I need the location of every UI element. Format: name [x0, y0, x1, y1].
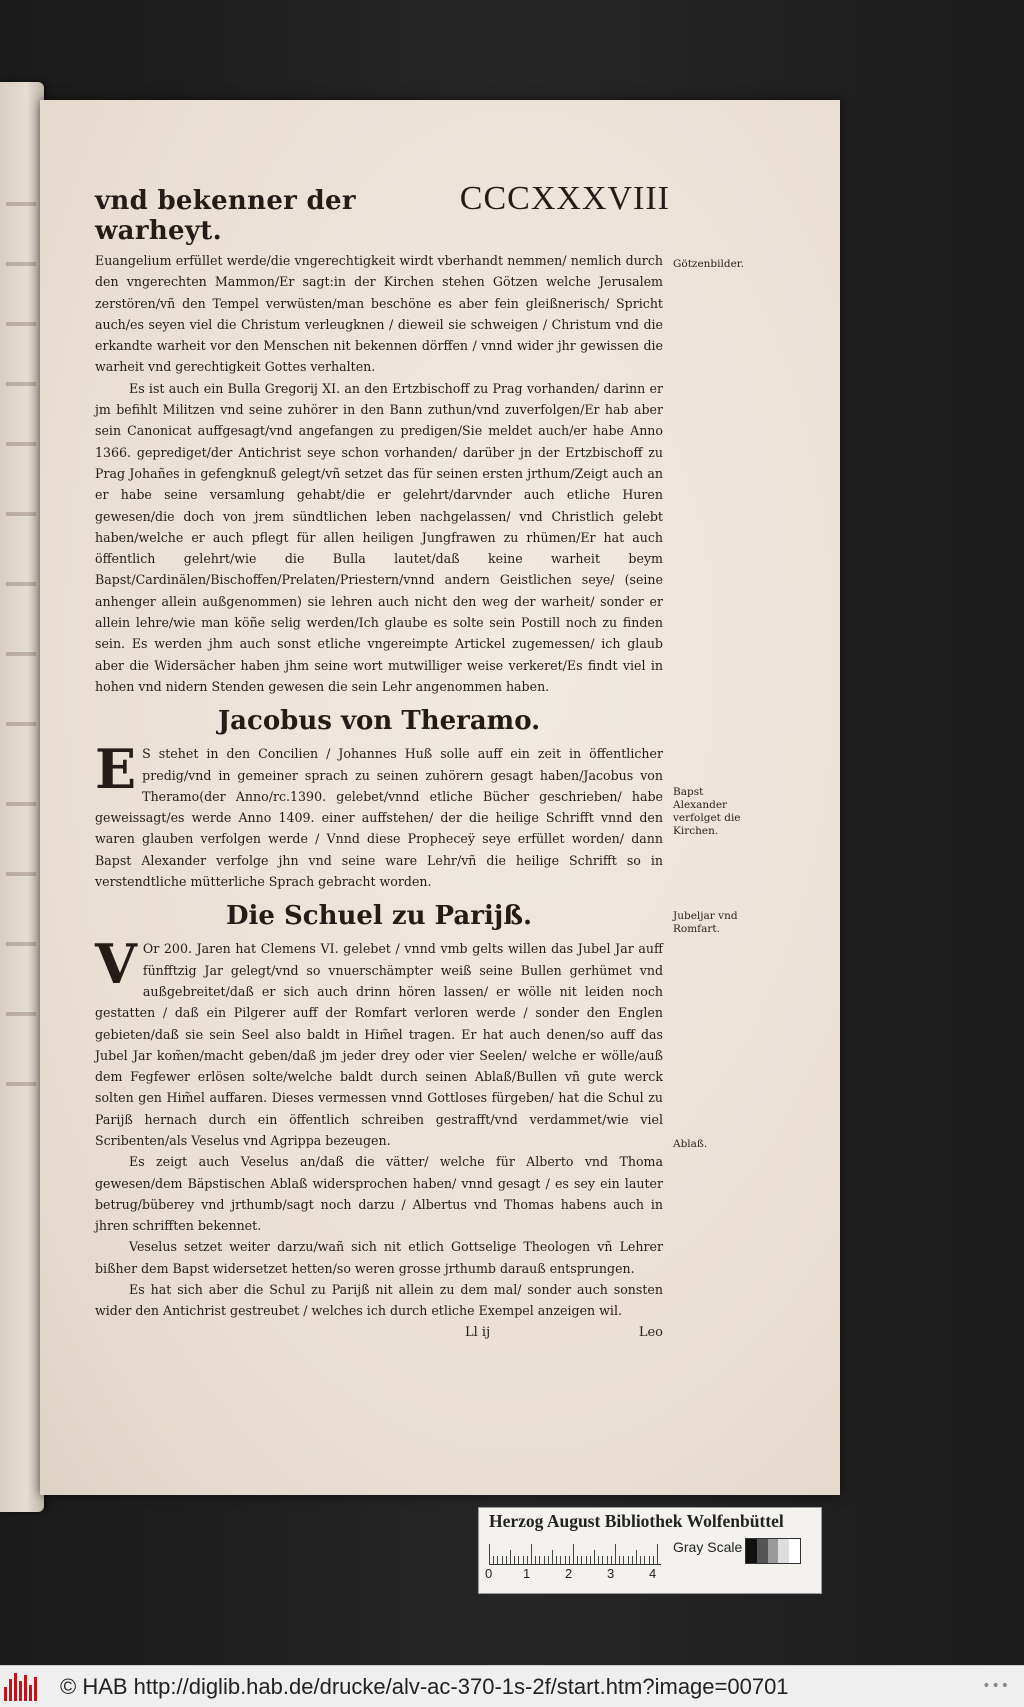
- scale-ruler: [489, 1542, 661, 1565]
- ruler-tick: [518, 1556, 519, 1564]
- margin-note-bapst-alexander: Bapst Alexander verfolget die Kirchen.: [673, 786, 741, 837]
- ruler-tick: [552, 1550, 553, 1564]
- library-color-target: [478, 1507, 822, 1594]
- ruler-tick: [506, 1556, 507, 1564]
- main-text-column: [95, 250, 663, 1344]
- ruler-tick: [556, 1556, 557, 1564]
- hab-logo-icon: [4, 1673, 46, 1701]
- ruler-tick: [607, 1556, 608, 1564]
- ruler-tick: [644, 1556, 645, 1564]
- copyright-link[interactable]: © HAB http://diglib.hab.de/drucke/alv-ac-370-1s-2f/start.htm?image=00701: [60, 1674, 789, 1699]
- paragraph-schuel: [95, 932, 663, 1151]
- page-content: [95, 180, 815, 1344]
- ruler-tick: [594, 1550, 595, 1564]
- section-heading-jacobus: Jacobus von Theramo.: [217, 706, 541, 737]
- margin-note-goetzenbilder: Götzenbilder.: [673, 258, 745, 270]
- ruler-tick: [573, 1544, 574, 1564]
- ruler-tick: [653, 1556, 654, 1564]
- status-bar: [0, 1665, 1024, 1707]
- section-heading-schuel: Die Schuel zu Parijß.: [225, 901, 533, 932]
- ruler-tick: [590, 1556, 591, 1564]
- ruler-tick: [598, 1556, 599, 1564]
- drop-cap: V: [95, 932, 137, 997]
- ruler-tick: [632, 1556, 633, 1564]
- library-name: Herzog August Bibliothek Wolfenbüttel: [489, 1511, 784, 1531]
- ruler-tick: [560, 1556, 561, 1564]
- catchword: Leo: [638, 1324, 663, 1340]
- ruler-tick: [611, 1556, 612, 1564]
- paragraph: Es zeigt auch Veselus an/daß die vätter/ welche für Alberto vnd Thoma gewesen/dem Bäpstischen Ablaß widersprochen haben/ vnnd gesagt / es sey ein lauter betrug/büberey vnd jrthumb/sagt noch darzu / Albertus vnd Thomas habens auch in jhren schrifften bekennet.: [95, 1154, 663, 1234]
- ruler-tick: [523, 1556, 524, 1564]
- paragraph: Veselus setzet weiter darzu/wañ sich nit etlich Gottselige Theologen vñ Lehrer bißher dem Bapst widersetzet hetten/so weren grosse jrthumb darauß entsprungen.: [95, 1239, 663, 1276]
- ruler-tick: [531, 1544, 532, 1564]
- ruler-tick: [493, 1556, 494, 1564]
- ruler-tick: [623, 1556, 624, 1564]
- ruler-tick: [527, 1556, 528, 1564]
- ruler-tick: [497, 1556, 498, 1564]
- scanned-page: [40, 100, 840, 1495]
- folio-number: CCCXXXVIII: [459, 180, 670, 217]
- ruler-number: 0: [485, 1566, 493, 1581]
- ruler-number: 3: [607, 1566, 615, 1581]
- previous-page-edge: [0, 82, 44, 1512]
- ruler-tick: [615, 1544, 616, 1564]
- paragraph: Euangelium erfüllet werde/die vngerechtigkeit wirdt vberhandt nemmen/ nemlich durch den vngerechten Mammon/Er sagt:in der Kirchen stehen Götzen welche Jerusalem zerstören/vñ den Tempel verwüsten/man beschöne es aber fein gleißnerisch/ Spricht auch/es seyen viel die Christum verleugknen / dieweil sie schweigen / Christum vnd die erkandte warheit vor den Menschen nit bekennen dörffen / vnnd wider jhr gewissen die warheit vnd gerechtigkeit Gottes verhalten.: [95, 253, 663, 375]
- ruler-tick: [539, 1556, 540, 1564]
- ruler-tick: [581, 1556, 582, 1564]
- ruler-tick: [544, 1556, 545, 1564]
- page-footer: [95, 1322, 663, 1344]
- ruler-tick: [586, 1556, 587, 1564]
- ruler-tick: [535, 1556, 536, 1564]
- ruler-number: 4: [649, 1566, 657, 1581]
- margin-note-ablass: Ablaß.: [673, 1138, 708, 1150]
- body-block: [95, 250, 815, 1344]
- paragraph-schuel-text: Or 200. Jaren hat Clemens VI. gelebet / vnnd vmb gelts willen das Jubel Jar auff fünfftzig Jar gelegt/vnd so vnuerschämpter weiß seine Bullen gerhümet vnd außgebreitet/daß er sich auch drinn hören lassen/ er wölle nit leiden noch gestatten / daß ein Pilgerer auff der Romfart verloren werde / sonder den Englen gebieten/daß sie sein Seel also baldt in Him̃el tragen. Er hat auch denen/so auff das Jubel Jar kom̃en/macht geben/daß jm jeder drey oder vier Seelen/ welche er wölle/auß dem Fegfewer erlösen solte/welche baldt durch seinen Ablaß/Bullen vñ gute werck solten gen Him̃el auffaren. Dieses vermessen vnnd Gottloses fürgeben/ hat die Schul zu Parijß hernach durch ein öffentlich schreiben gestrafft/vnd verdammet/wie viel Scribenten/als Veselus vnd Agrippa bezeugen.: [95, 941, 663, 1148]
- ruler-number: 1: [523, 1566, 531, 1581]
- more-icon[interactable]: •••: [982, 1678, 1010, 1694]
- gray-scale-label: Gray Scale: [673, 1539, 743, 1555]
- ruler-tick: [565, 1556, 566, 1564]
- ruler-tick: [619, 1556, 620, 1564]
- ruler-tick: [514, 1556, 515, 1564]
- ruler-tick: [548, 1556, 549, 1564]
- ruler-tick: [628, 1556, 629, 1564]
- paragraph-jacobus: [95, 737, 663, 892]
- ruler-tick: [657, 1544, 658, 1564]
- running-head: vnd bekenner der warheyt.: [95, 186, 356, 246]
- ruler-tick: [510, 1550, 511, 1564]
- paragraph: Es ist auch ein Bulla Gregorij XI. an den Ertzbischoff zu Prag vorhanden/ darinn er jm befihlt Militzen vnd seine zuhörer in den Bann zuthun/vnd zuverfolgen/Er hab aber sein Canonicat auffgesagt/vnd angefangen zu predigen/Sie meldet auch/er habe Anno 1366. geprediget/der Antichrist seye schon vorhanden/ darüber jn der Ertzbischoff zu Prag Johañes in gefengknuß gelegt/vñ setzet das für seinen ersten jrthum/Zeigt auch an er habe seine versamlung gehabt/die er gelehrt/darvnder auch etliche Huren gewesen/die doch von jrem sündtlichen leben nachgelassen/ vnd Christlich gelebt haben/welche er auch pflegt für allen heiligen Jungfrawen zu rhümen/Er hat auch öffentlich gelehrt/wie die Bulla lautet/daß keine warheit beym Bapst/Cardinälen/Bischoffen/Prelaten/Priestern/vnnd andern Geistlichen seye/ (seine anhenger allein außgenommen) sie lehren auch nicht den weg der warheit/ sonder er allein lehre/wie man köñe selig werden/Ich glaube es solte sein Postill noch zu finden sein. Es werden jhm auch sonst etliche vngereimpte Artickel zugemessen/ ich glaub aber die Widersächer haben jhm seine wort mutwilliger weise verkeret/Es findt viel in hohen vnd nidern Stenden gewesen die sein Lehr angenommen haben.: [95, 380, 663, 694]
- drop-cap: E: [95, 737, 137, 802]
- page-header: [95, 180, 670, 246]
- margin-note-jubeljar: Jubeljar vnd Romfart.: [673, 910, 738, 935]
- ruler-tick: [649, 1556, 650, 1564]
- ruler-tick: [636, 1550, 637, 1564]
- gray-scale-swatch: [745, 1538, 801, 1564]
- paragraph-jacobus-text: S stehet in den Concilien / Johannes Huß solle auff ein zeit in öffentlicher predig/vnd in gemeiner sprach zu seinen zuhörern gesagt haben/Jacobus von Theramo(der Anno/rc.1390. gelebet/vnnd etliche Bücher geschrieben/ habe geweissagt/es werde Anno 1409. einer auffstehen/ der die heilige Schrifft vnnd den waren glauben verfolgen werde / Vnnd diese Propheceÿ seye erfüllet worden/ dann Bapst Alexander verfolge jhn vnd seine ware Lehr/vñ die heilige Schrifft so in verstendtliche mütterliche Sprach gebracht worden.: [95, 746, 663, 890]
- ruler-tick: [577, 1556, 578, 1564]
- ruler-numbers: [485, 1566, 665, 1584]
- ruler-tick: [489, 1544, 490, 1564]
- ruler-tick: [602, 1556, 603, 1564]
- ruler-number: 2: [565, 1566, 573, 1581]
- paragraph: Es hat sich aber die Schul zu Parijß nit allein zu dem mal/ sonder auch sonsten wider den Antichrist gestreubet / welches ich durch etliche Exempel anzeigen wil.: [95, 1282, 663, 1319]
- ruler-tick: [640, 1556, 641, 1564]
- signature-mark: Ll ij: [465, 1324, 491, 1340]
- ruler-tick: [569, 1556, 570, 1564]
- ruler-tick: [502, 1556, 503, 1564]
